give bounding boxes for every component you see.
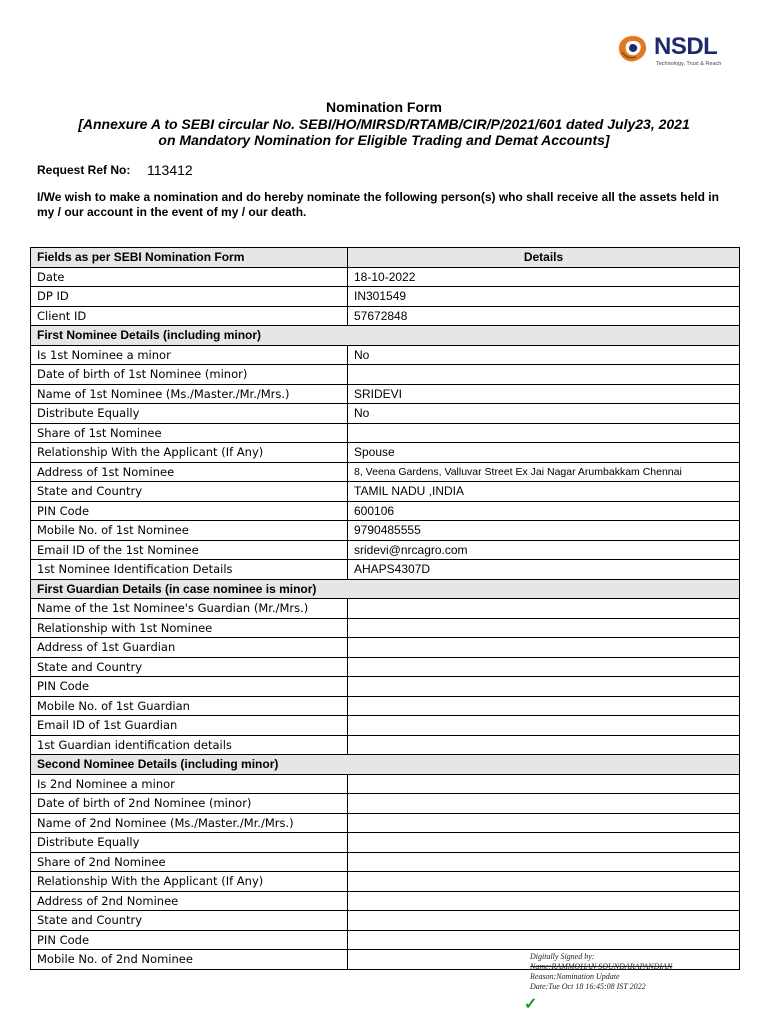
field-label: Date xyxy=(31,267,348,287)
field-value xyxy=(348,891,740,911)
field-label: Date of birth of 1st Nominee (minor) xyxy=(31,365,348,385)
field-value xyxy=(348,423,740,443)
section-title: First Nominee Details (including minor) xyxy=(31,326,740,346)
field-value: IN301549 xyxy=(348,287,740,307)
table-row xyxy=(31,404,740,424)
nsdl-logo xyxy=(612,30,737,75)
field-label: DP ID xyxy=(31,287,348,307)
field-label: Relationship With the Applicant (If Any) xyxy=(31,443,348,463)
table-row xyxy=(31,911,740,931)
field-label: Distribute Equally xyxy=(31,404,348,424)
field-value xyxy=(348,852,740,872)
table-row xyxy=(31,716,740,736)
field-value xyxy=(348,833,740,853)
section-header-row xyxy=(31,755,740,775)
table-row xyxy=(31,306,740,326)
table-row xyxy=(31,852,740,872)
field-value xyxy=(348,813,740,833)
field-value: 8, Veena Gardens, Valluvar Street Ex Jai Nagar Arumbakkam Chennai xyxy=(348,462,740,482)
field-value xyxy=(348,794,740,814)
field-label: PIN Code xyxy=(31,930,348,950)
digital-signature xyxy=(530,952,672,992)
nsdl-emblem-icon xyxy=(616,34,650,64)
table-row xyxy=(31,540,740,560)
field-value xyxy=(348,735,740,755)
request-ref-label: Request Ref No: xyxy=(37,163,131,177)
signature-name: Name:RAMMOHAN SOUNDARAPANDIAN xyxy=(530,962,673,971)
field-label: Address of 1st Guardian xyxy=(31,638,348,658)
table-row xyxy=(31,657,740,677)
intro-statement: I/We wish to make a nomination and do hereby nominate the following person(s) who shall receive all the assets held in my / our account in the event of my / our death. xyxy=(37,190,719,219)
field-value: 18-10-2022 xyxy=(348,267,740,287)
table-row xyxy=(31,735,740,755)
form-title: Nomination Form xyxy=(326,99,442,115)
signature-reason: Reason:Nomination Update xyxy=(530,972,620,981)
field-label: Share of 2nd Nominee xyxy=(31,852,348,872)
field-value xyxy=(348,930,740,950)
field-label: Address of 1st Nominee xyxy=(31,462,348,482)
table-row xyxy=(31,618,740,638)
field-value: 600106 xyxy=(348,501,740,521)
table-row xyxy=(31,638,740,658)
field-label: 1st Nominee Identification Details xyxy=(31,560,348,580)
field-label: Client ID xyxy=(31,306,348,326)
field-value xyxy=(348,677,740,697)
field-value xyxy=(348,696,740,716)
form-subtitle-line2: on Mandatory Nomination for Eligible Trading and Demat Accounts] xyxy=(158,132,610,148)
table-row xyxy=(31,872,740,892)
field-label: Mobile No. of 1st Guardian xyxy=(31,696,348,716)
field-label: Address of 2nd Nominee xyxy=(31,891,348,911)
signature-line-1: Digitally Signed by: xyxy=(530,952,595,961)
form-subtitle-line1: [Annexure A to SEBI circular No. SEBI/HO/MIRSD/RTAMB/CIR/P/2021/601 dated July23, 2021 xyxy=(78,116,690,132)
request-ref-value: 113412 xyxy=(147,162,193,178)
table-row xyxy=(31,501,740,521)
field-label: Email ID of 1st Guardian xyxy=(31,716,348,736)
field-label: Relationship With the Applicant (If Any) xyxy=(31,872,348,892)
nomination-table xyxy=(30,247,740,970)
table-row xyxy=(31,696,740,716)
field-value: TAMIL NADU ,INDIA xyxy=(348,482,740,502)
table-row xyxy=(31,482,740,502)
field-value: 57672848 xyxy=(348,306,740,326)
table-row xyxy=(31,813,740,833)
table-row xyxy=(31,930,740,950)
field-value xyxy=(348,716,740,736)
field-label: Relationship with 1st Nominee xyxy=(31,618,348,638)
field-value xyxy=(348,657,740,677)
field-value: AHAPS4307D xyxy=(348,560,740,580)
table-row xyxy=(31,287,740,307)
table-row xyxy=(31,677,740,697)
section-header-row xyxy=(31,579,740,599)
field-label: Date of birth of 2nd Nominee (minor) xyxy=(31,794,348,814)
signature-valid-check-icon: ✓ xyxy=(524,996,538,1013)
field-value: Spouse xyxy=(348,443,740,463)
section-title: First Guardian Details (in case nominee is minor) xyxy=(31,579,740,599)
field-label: Is 1st Nominee a minor xyxy=(31,345,348,365)
table-row xyxy=(31,560,740,580)
field-label: Distribute Equally xyxy=(31,833,348,853)
table-body xyxy=(31,267,740,969)
table-row xyxy=(31,384,740,404)
field-label: State and Country xyxy=(31,482,348,502)
field-value: SRIDEVI xyxy=(348,384,740,404)
field-value xyxy=(348,872,740,892)
field-value: 9790485555 xyxy=(348,521,740,541)
field-label: Share of 1st Nominee xyxy=(31,423,348,443)
logo-tagline: Technology, Trust & Reach xyxy=(656,61,722,67)
field-value xyxy=(348,774,740,794)
field-label: 1st Guardian identification details xyxy=(31,735,348,755)
field-value: No xyxy=(348,345,740,365)
signature-date: Date:Tue Oct 18 16:45:08 IST 2022 xyxy=(530,982,646,991)
table-row xyxy=(31,462,740,482)
table-row xyxy=(31,794,740,814)
table-row xyxy=(31,891,740,911)
field-value xyxy=(348,618,740,638)
section-header-row xyxy=(31,326,740,346)
field-label: Name of the 1st Nominee's Guardian (Mr./Mrs.) xyxy=(31,599,348,619)
field-label: Name of 1st Nominee (Ms./Master./Mr./Mrs.) xyxy=(31,384,348,404)
field-label: PIN Code xyxy=(31,501,348,521)
field-value xyxy=(348,911,740,931)
field-label: PIN Code xyxy=(31,677,348,697)
table-row xyxy=(31,345,740,365)
field-label: Mobile No. of 1st Nominee xyxy=(31,521,348,541)
table-row xyxy=(31,423,740,443)
table-row xyxy=(31,774,740,794)
field-label: State and Country xyxy=(31,657,348,677)
logo-name: NSDL xyxy=(654,33,718,60)
field-value xyxy=(348,365,740,385)
column-header-field: Fields as per SEBI Nomination Form xyxy=(31,248,348,268)
field-value xyxy=(348,599,740,619)
table-row xyxy=(31,365,740,385)
field-label: Name of 2nd Nominee (Ms./Master./Mr./Mrs.) xyxy=(31,813,348,833)
field-value: sridevi@nrcagro.com xyxy=(348,540,740,560)
field-label: Is 2nd Nominee a minor xyxy=(31,774,348,794)
section-title: Second Nominee Details (including minor) xyxy=(31,755,740,775)
table-row xyxy=(31,443,740,463)
table-header-row xyxy=(31,248,740,268)
table-row xyxy=(31,599,740,619)
field-value: No xyxy=(348,404,740,424)
table-row xyxy=(31,833,740,853)
field-label: State and Country xyxy=(31,911,348,931)
field-label: Email ID of the 1st Nominee xyxy=(31,540,348,560)
field-label: Mobile No. of 2nd Nominee xyxy=(31,950,348,970)
table-row xyxy=(31,267,740,287)
field-value xyxy=(348,638,740,658)
table-row xyxy=(31,521,740,541)
column-header-details: Details xyxy=(348,248,740,268)
